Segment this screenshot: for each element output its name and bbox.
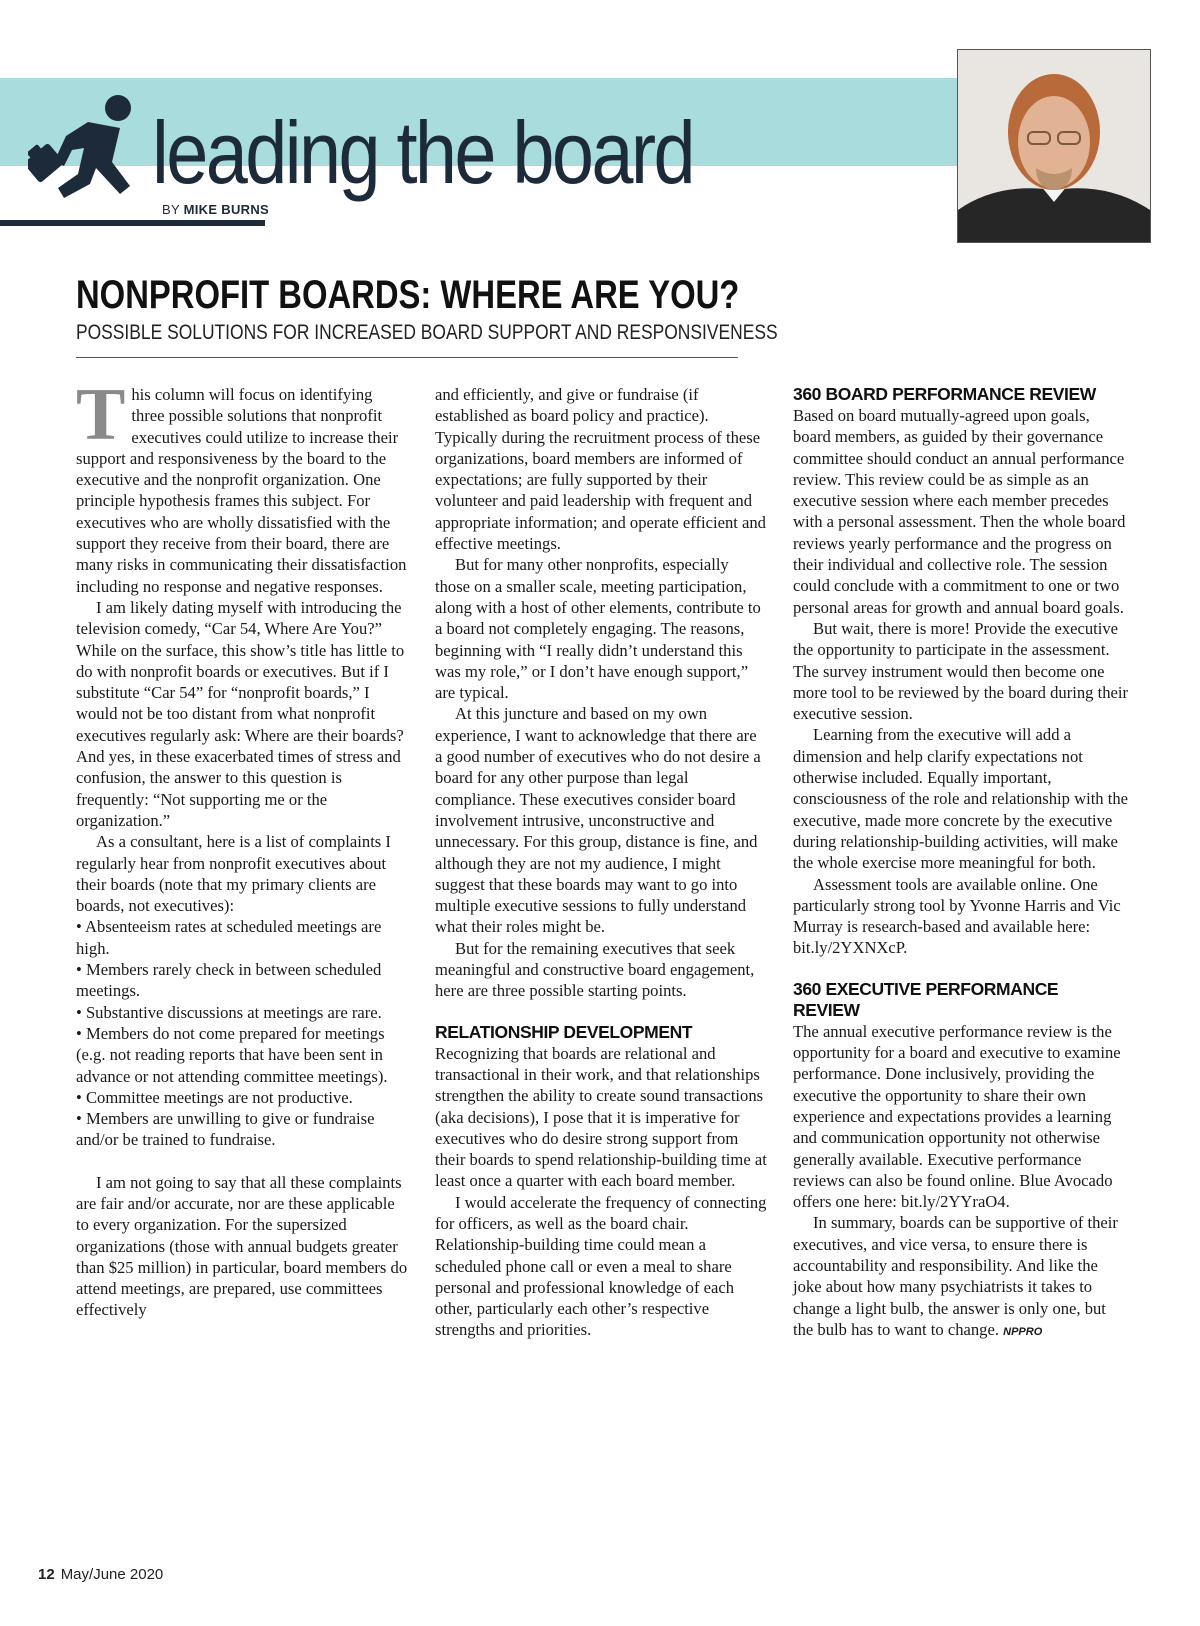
paragraph: and efficiently, and give or fundraise (if established as board policy and practice). Typically during the recruitment process of these organizations, board members are informed of expectations; are fully supported by their volunteer and paid leadership with frequent and appropriate information; and operate efficient and effective meetings. — [435, 385, 766, 554]
complaint-list-item: • Members are unwilling to give or fundraise and/or be trained to fundraise. — [76, 1109, 375, 1150]
paragraph: I am likely dating myself with introducing the television comedy, “Car 54, Where Are You?” While on the surface, this show’s title has little to do with nonprofit boards or executives. But if I substitute “Car 54” for “nonprofit boards,” I would not be too distant from what nonprofit executives regularly ask: Where are their boards? And yes, in these exacerbated times of stress and confusion, the answer to this question is frequently: “Not supporting me or the organization.” — [76, 597, 405, 830]
signature-mark: NPPRO — [1003, 1325, 1043, 1338]
paragraph: At this juncture and based on my own experience, I want to acknowledge that there are a good number of executives who do not desire a board for any other purpose than legal compliance. These executives consider board involvement intrusive, unconstructive and unnecessary. For this group, distance is fine, and although they are not my audience, I might suggest that these boards may want to go into multiple executive sessions to fully understand what their roles might be. — [435, 704, 761, 937]
column-title: leading the board — [152, 103, 694, 202]
article-column-3 — [793, 384, 1129, 1343]
author-photo — [957, 49, 1151, 243]
byline — [162, 202, 269, 217]
paragraph — [76, 374, 408, 597]
section-heading-relationship-development: RELATIONSHIP DEVELOPMENT — [435, 1021, 693, 1042]
complaint-list-item: • Members do not come prepared for meetings (e.g. not reading reports that have been sent in advance or not attending committee meetings). — [76, 1023, 388, 1086]
page-number: 12 — [38, 1566, 55, 1583]
complaint-list-item: • Substantive discussions at meetings are rare. — [76, 1002, 382, 1022]
paragraph: But for the remaining executives that seek meaningful and constructive board engagement, here are three possible starting points. — [435, 938, 755, 1001]
complaint-list-item: • Committee meetings are not productive. — [76, 1087, 353, 1107]
complaint-list-item: • Absenteeism rates at scheduled meetings are high. — [76, 917, 382, 958]
paragraph: But for many other nonprofits, especially those on a smaller scale, meeting participation, along with a host of other elements, contribute to a board not completely engaging. The reasons, beginning with “I really didn’t understand this was my role,” or I don’t have enough support,” are typical. — [435, 555, 761, 703]
paragraph: Learning from the executive will add a dimension and help clarify expectations not otherwise included. Equally important, consciousness of the role and relationship with the executive, made more concrete by the executive during relationship-building activities, will make the whole exercise more meaningful for both. — [793, 725, 1129, 873]
article-column-1 — [76, 374, 408, 1321]
article-subtitle: POSSIBLE SOLUTIONS FOR INCREASED BOARD SUPPORT AND RESPONSIVENESS — [76, 321, 778, 344]
headline-divider — [76, 357, 738, 358]
section-heading-executive-review: 360 EXECUTIVE PERFORMANCE REVIEW — [793, 978, 1059, 1020]
paragraph: Assessment tools are available online. One particularly strong tool by Yvonne Harris and Vic Murray is research-based and available here: bit.ly/2YXNXcP. — [793, 874, 1121, 958]
paragraph: But wait, there is more! Provide the executive the opportunity to participate in the assessment. The survey instrument would then become one more tool to be reviewed by the board during their executive session. — [793, 618, 1129, 724]
paragraph: Recognizing that boards are relational and transactional in their work, and that relationships strengthen the ability to create sound transactions (aka decisions), I pose that it is imperative for executives who do desire strong support from their boards to spend relationship-building time at least once a quarter with each board member. — [435, 1043, 767, 1191]
paragraph: I would accelerate the frequency of connecting for officers, as well as the board chair. Relationship-building time could mean a scheduled phone call or even a meal to share personal and professional knowledge of each other, particularly each other’s respective strengths and priorities. — [435, 1192, 767, 1340]
paragraph: The annual executive performance review is the opportunity for a board and executive to examine performance. Done inclusively, providing the executive the opportunity to share their own experience and expectations provides a learning and communication opportunity not otherwise generally available. Executive performance reviews can also be found online. Blue Avocado offers one here: bit.ly/2YYraO4. — [793, 1021, 1121, 1212]
article-title: NONPROFIT BOARDS: WHERE ARE YOU? — [76, 273, 740, 317]
paragraph: I am not going to say that all these complaints are fair and/or accurate, nor are these applicable to every organization. For the supersized organizations (those with annual budgets greater than $25 million) in particular, board members do attend meetings, are prepared, use committees effectively — [76, 1172, 408, 1320]
paragraph: Based on board mutually-agreed upon goals, board members, as guided by their governance committee should conduct an annual performance review. This review could be as simple as an executive session where each member precedes with a personal assessment. Then the whole board reviews yearly performance and the progress on their individual and collective role. The session could conclude with a commitment to one or two personal areas for growth and annual board goals. — [793, 406, 1126, 617]
page-footer — [38, 1566, 163, 1583]
byline-prefix: BY — [162, 202, 180, 217]
section-heading-board-review: 360 BOARD PERFORMANCE REVIEW — [793, 384, 1096, 404]
issue-date: May/June 2020 — [60, 1566, 164, 1583]
paragraph-text: In summary, boards can be supportive of their executives, and vice versa, to ensure there is accountability and responsibility. And like the joke about how many psychiatrists it takes to change a light bulb, the answer is only one, but the bulb has to want to change. — [793, 1213, 1118, 1339]
running-businessman-icon — [28, 88, 148, 208]
article-column-2 — [435, 384, 767, 1341]
header-rule — [0, 220, 265, 226]
paragraph-text: his column will focus on identifying three possible solutions that nonprofit executives could utilize to increase their support and responsiveness by the board to the executive and the nonprofit organization. One principle hypothesis frames this subject. For executives who are wholly dissatisfied with the support they receive from their board, there are many risks in communicating their dissatisfaction including no response and negative responses. — [76, 385, 407, 596]
paragraph: As a consultant, here is a list of complaints I regularly hear from nonprofit executives about their boards (note that my primary clients are boards, not executives): — [76, 832, 391, 916]
dropcap: T — [76, 374, 126, 456]
complaint-list-item: • Members rarely check in between scheduled meetings. — [76, 960, 382, 1001]
paragraph — [793, 1212, 1129, 1343]
byline-author: MIKE BURNS — [183, 202, 269, 217]
